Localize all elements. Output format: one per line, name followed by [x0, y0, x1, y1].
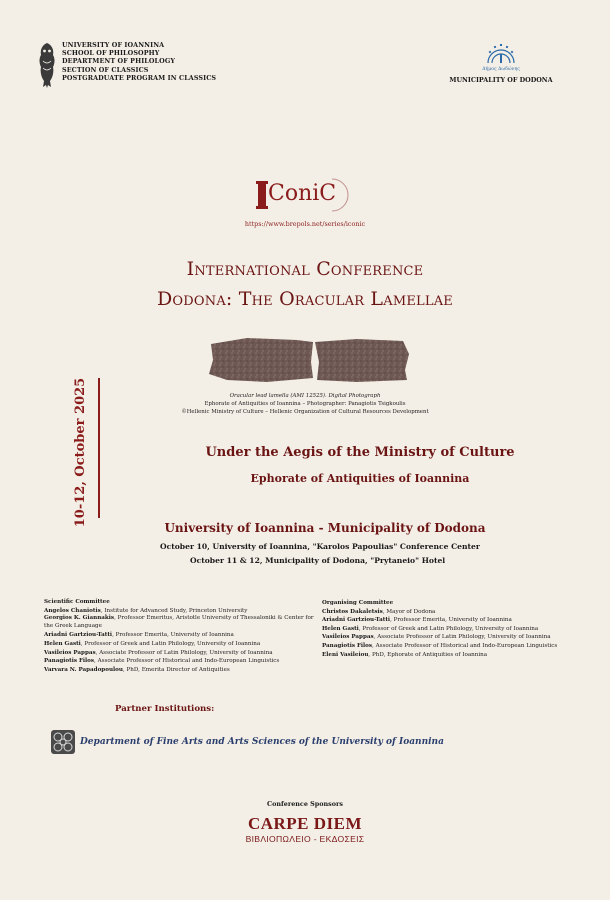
member-role: , Institute for Advanced Study, Princeton University — [100, 607, 248, 614]
committee-member — [44, 649, 314, 658]
member-role: , Associate Professor of Latin Philology, University of Ioannina — [95, 649, 273, 656]
lead-lamella-image — [207, 334, 411, 386]
member-name: Varvara N. Papadopoulou — [44, 666, 123, 673]
member-role: , Professor Emerita, University of Ioannina — [112, 632, 234, 639]
sponsors-heading: Conference Sponsors — [267, 800, 343, 808]
member-role: , Professor Emerita, University of Ioannina — [390, 617, 512, 624]
partner-institutions-heading: Partner Institutions: — [115, 704, 215, 714]
member-role: , Associate Professor of Historical and Indo-European Linguistics — [94, 658, 280, 665]
scientific-committee-heading: Scientific Committee — [44, 599, 110, 605]
committee-member — [322, 642, 572, 651]
iconic-logo-text: ConiC — [268, 181, 337, 206]
uni-line: SCHOOL OF PHILOSOPHY — [62, 49, 160, 58]
venue-line1: October 10, University of Ioannina, "Karolos Papoulias" Conference Center — [160, 542, 480, 551]
committee-member — [322, 616, 572, 625]
aegis-line1: Under the Aegis of the Ministry of Culture — [205, 445, 515, 460]
committee-member — [44, 607, 314, 616]
scientific-committee — [44, 598, 314, 674]
member-name: Christos Dakaletsis — [322, 608, 383, 615]
member-name: Georgios K. Giannakis — [44, 615, 115, 622]
committee-member — [322, 651, 572, 660]
venue-line2: October 11 & 12, Municipality of Dodona, "Prytaneio" Hotel — [190, 556, 446, 565]
member-name: Panagiotis Filos — [44, 658, 95, 665]
committee-member — [322, 633, 572, 642]
member-role: , Professor of Greek and Latin Philology, University of Ioannina — [358, 625, 539, 632]
image-caption-line2: Ephorate of Antiquities of Ioannina – Photographer: Panagiotis Tsigkoulis — [204, 401, 406, 407]
conference-dates-text: 10-12, October 2025 — [73, 377, 89, 527]
conference-title-line1: International Conference — [186, 258, 424, 280]
member-name: Ariadni Gartziou-Tatti — [44, 632, 113, 639]
sponsor-logo-subtitle: ΒΙΒΛΙΟΠΩΛΕΙΟ - ΕΚΔΟΣΕΙΣ — [245, 834, 365, 844]
member-role: , Professor of Greek and Latin Philology, University of Ioannina — [80, 640, 261, 647]
owl-emblem-icon — [36, 41, 58, 89]
iconic-logo — [254, 177, 364, 213]
member-name: Eleni Vasileiou — [322, 651, 369, 658]
member-name: Helen Gasti — [44, 640, 81, 647]
university-header — [62, 41, 216, 82]
image-caption-line3: ©Hellenic Ministry of Culture – Hellenic Organization of Cultural Resources Development — [181, 409, 429, 415]
member-role: , Associate Professor of Latin Philology, University of Ioannina — [373, 634, 551, 641]
aegis-line2: Ephorate of Antiquities of Ioannina — [250, 472, 470, 485]
municipality-name: MUNICIPALITY OF DODONA — [449, 76, 553, 84]
conference-dates — [68, 377, 94, 527]
committee-member — [44, 631, 314, 640]
member-name: Helen Gasti — [322, 625, 359, 632]
member-role: , PhD, Ephorate of Antiquities of Ioannina — [368, 651, 488, 658]
member-name: Vasileios Pappas — [44, 649, 96, 656]
member-name: Vasileios Pappas — [322, 634, 374, 641]
uni-line: SECTION OF CLASSICS — [62, 65, 149, 74]
uni-line: DEPARTMENT OF PHILOLOGY — [62, 57, 176, 66]
image-caption-line1: Oracular lead lamella (AMI 12525). Digital Photograph — [229, 393, 381, 399]
committee-member — [44, 615, 314, 630]
organising-committee — [322, 599, 572, 659]
uni-line: UNIVERSITY OF IOANNINA — [62, 41, 165, 49]
member-role: , Professor Emeritus, Aristotle University of Thessaloniki & Center for the Greek Language — [44, 615, 314, 629]
committee-member — [322, 608, 572, 617]
member-name: Panagiotis Filos — [322, 642, 373, 649]
committee-member — [44, 657, 314, 666]
organising-committee-heading: Organising Committee — [322, 600, 394, 606]
member-name: Angelos Chaniotis — [44, 607, 101, 614]
fine-arts-emblem-icon — [50, 729, 76, 755]
committee-member — [44, 666, 314, 675]
committee-member — [322, 625, 572, 634]
committee-member — [44, 640, 314, 649]
member-role: , PhD, Emerita Director of Antiquities — [122, 666, 230, 673]
member-role: , Associate Professor of Historical and Indo-European Linguistics — [372, 642, 558, 649]
sponsor-logo-name: CARPE DIEM — [247, 814, 363, 833]
uni-line: POSTGRADUATE PROGRAM IN CLASSICS — [62, 73, 217, 82]
municipality-logo-icon — [484, 41, 518, 67]
conference-title-line2: Dodona: The Oracular Lamellae — [157, 288, 453, 310]
partner-institution-name: Department of Fine Arts and Arts Sciences of the University of Ioannina — [80, 737, 444, 747]
date-divider — [98, 378, 100, 518]
iconic-url-link[interactable]: https://www.brepols.net/series/iconic — [244, 220, 366, 228]
member-role: , Mayor of Dodona — [382, 608, 436, 615]
organizers: University of Ioannina - Municipality of Dodona — [164, 521, 486, 535]
municipality-logo-caption: Δήμος Δωδώνης — [482, 67, 520, 72]
member-name: Ariadni Gartziou-Tatti — [322, 617, 391, 624]
